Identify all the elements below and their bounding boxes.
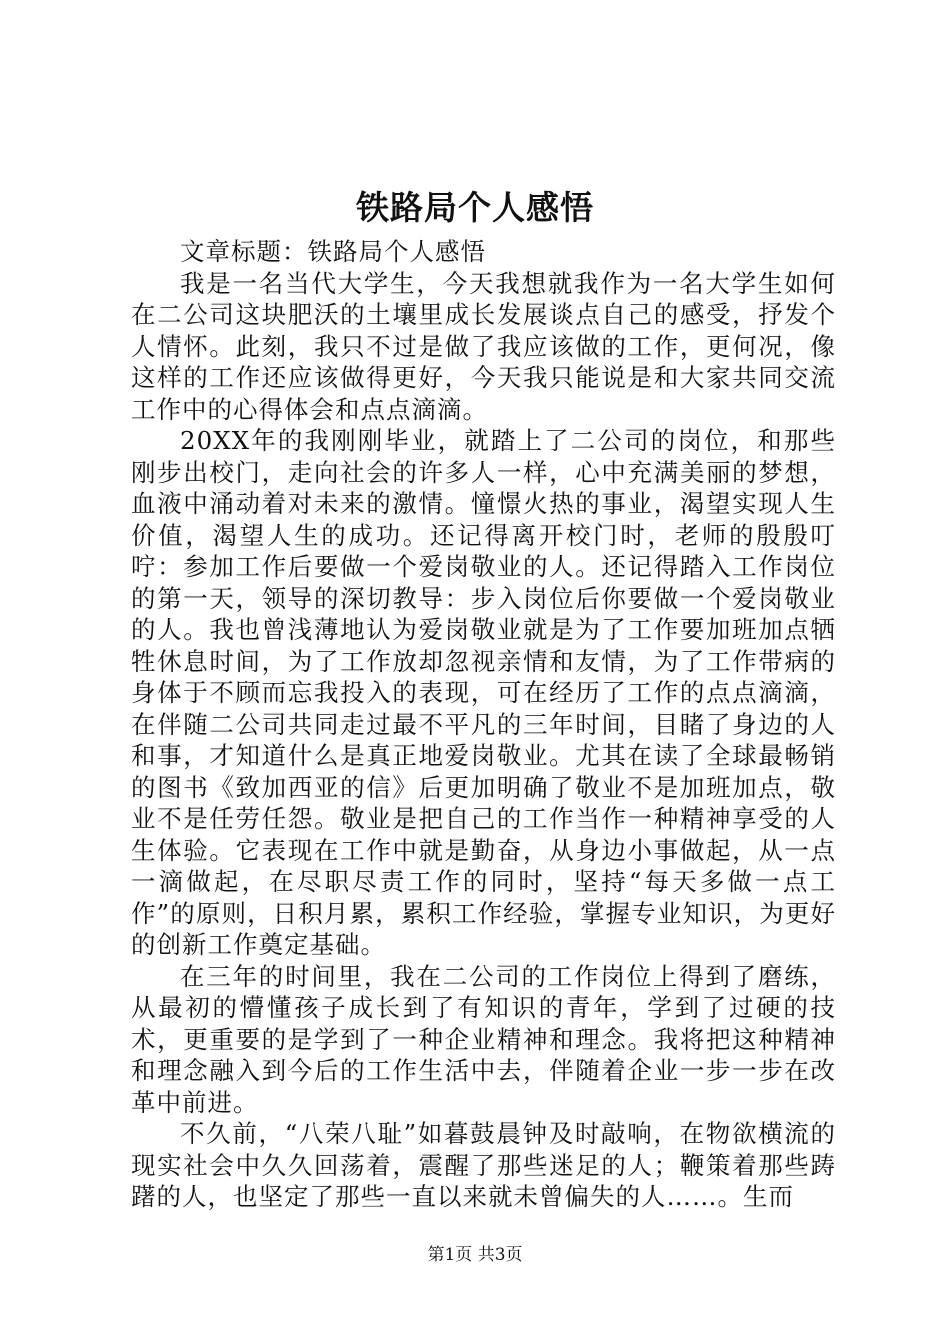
paragraph: 我是一名当代大学生，今天我想就我作为一名大学生如何在二公司这块肥沃的土壤里成长发展谈点自己的感受，抒发个人情怀。此刻，我只不过是做了我应该做的工作，更何况，像这样的工作还应该做得更好，今天我只能说是和大家共同交流工作中的心得体会和点点滴滴。 (131, 268, 836, 424)
document-body (131, 236, 836, 1213)
paragraph-article-title: 文章标题：铁路局个人感悟 (180, 237, 486, 266)
paragraph: 不久前，“八荣八耻”如暮鼓晨钟及时敲响，在物欲横流的现实社会中久久回荡着，震醒了那些迷足的人；鞭策着那些踌躇的人，也坚定了那些一直以来就未曾偏失的人……。生而 (131, 1119, 836, 1211)
page-footer: 第1页 共3页 (427, 1245, 523, 1265)
document-title: 铁路局个人感悟 (356, 188, 594, 227)
paragraph: 20XX年的我刚刚毕业，就踏上了二公司的岗位，和那些刚步出校门，走向社会的许多人一样，心中充满美丽的梦想，血液中涌动着对未来的激情。憧憬火热的事业，渴望实现人生价值，渴望人生的成功。还记得离开校门时，老师的殷殷叮咛：参加工作后要做一个爱岗敬业的人。还记得踏入工作岗位的第一天，领导的深切教导：步入岗位后你要做一个爱岗敬业的人。我也曾浅薄地认为爱岗敬业就是为了工作要加班加点牺牲休息时间，为了工作放却忽视亲情和友情，为了工作带病的身体于不顾而忘我投入的表现，可在经历了工作的点点滴滴，在伴随二公司共同走过最不平凡的三年时间，目睹了身边的人和事，才知道什么是真正地爱岗敬业。尤其在读了全球最畅销的图书《致加西亚的信》后更加明确了敬业不是加班加点，敬业不是任劳任怨。敬业是把自己的工作当作一种精神享受的人生体验。它表现在工作中就是勤奋，从身边小事做起，从一点一滴做起，在尽职尽责工作的同时，坚持“每天多做一点工作”的原则，日积月累，累积工作经验，掌握专业知识，为更好的创新工作奠定基础。 (131, 426, 836, 959)
paragraph: 在三年的时间里，我在二公司的工作岗位上得到了磨练，从最初的懵懂孩子成长到了有知识的青年，学到了过硬的技术，更重要的是学到了一种企业精神和理念。我将把这种精神和理念融入到今后的工作生活中去，伴随着企业一步一步在改革中前进。 (131, 961, 836, 1117)
